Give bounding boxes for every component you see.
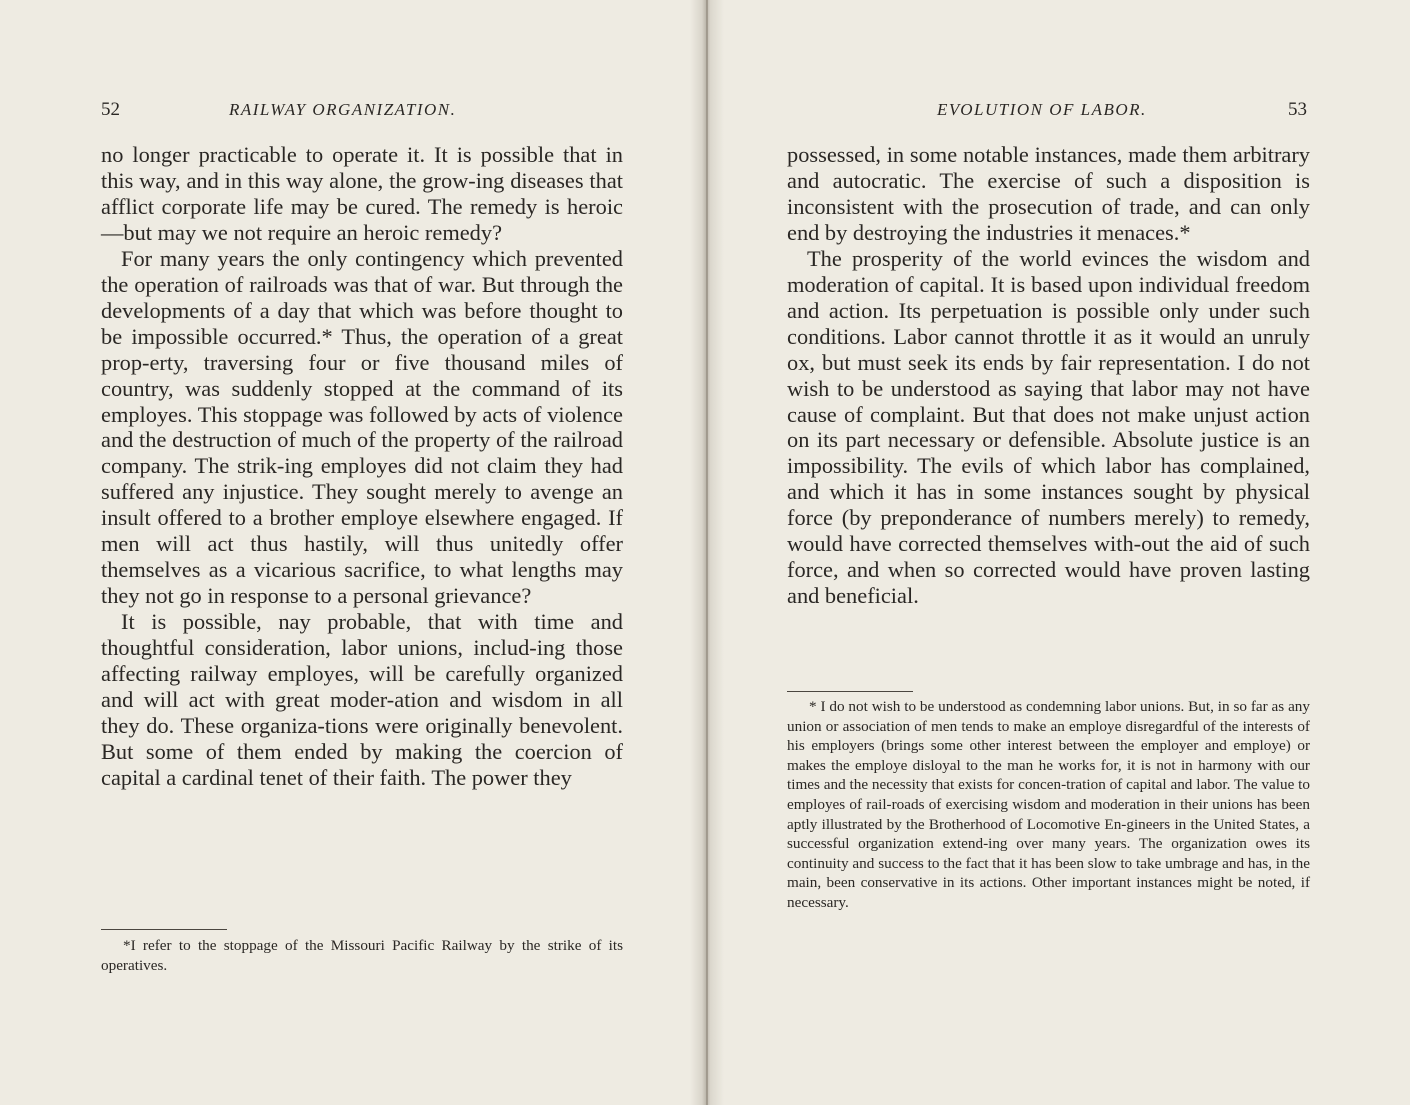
right-body-text [787,142,1310,609]
left-running-head [101,96,623,124]
left-page-number: 52 [101,99,120,120]
left-footnote-rule [101,929,227,930]
right-paragraph-1: possessed, in some notable instances, made them arbitrary and autocratic. The exercise of such a disposition is inconsistent with the prosecution of trade, and can only end by destroying the industries it menaces.* [787,142,1310,245]
right-running-head [787,96,1307,124]
left-paragraph-2: For many years the only contingency which prevented the operation of railroads was that of war. But through the developments of a day that which was before thought to be impossible occurred.* Thus, the operation of a great prop-erty, traversing four or five thousand miles of country, was suddenly stopped at the command of its employes. This stoppage was followed by acts of violence and the destruction of much of the property of the railroad company. The strik-ing employes did not claim they had suffered any injustice. They sought merely to avenge an insult offered to a brother employe elsewhere engaged. If men will act thus hastily, will thus unitedly offer themselves as a vicarious sacrifice, to what lengths may they not go in response to a personal grievance? [101,245,623,609]
left-body-text [101,142,623,791]
right-footnote-rule [787,691,913,692]
right-page-number: 53 [1288,99,1307,120]
left-running-title: RAILWAY ORGANIZATION. [229,100,457,119]
right-running-title: EVOLUTION OF LABOR. [937,100,1147,119]
left-paragraph-3: It is possible, nay probable, that with time and thoughtful consideration, labor unions, includ-ing those affecting railway employes, will be carefully organized and will act with great moder-ation and wisdom in all they do. These organiza-tions were originally benevolent. But some of them ended by making the coercion of capital a cardinal tenet of their faith. The power they [101,609,623,790]
right-paragraph-2: The prosperity of the world evinces the wisdom and moderation of capital. It is based upon individual freedom and action. Its perpetuation is possible only under such conditions. Labor cannot throttle it as it would an unruly ox, but must seek its ends by fair representation. I do not wish to be understood as saying that labor may not have cause of complaint. But that does not make unjust action on its part necessary or defensible. Absolute justice is an impossibility. The evils of which labor has complained, and which it has in some instances sought by physical force (by preponderance of numbers merely) to remedy, would have corrected themselves with-out the aid of such force, and when so corrected would have proven lasting and beneficial. [787,245,1310,609]
right-footnote: * I do not wish to be understood as condemning labor unions. But, in so far as any union or association of men tends to make an employe disregardful of the interests of his employers (brings some other interest between the employer and employe) or makes the employe disloyal to the man he works for, it is not in harmony with our times and the necessity that exists for concen-tration of capital and labor. The value to employes of rail-roads of exercising wisdom and moderation in their unions has been aptly illustrated by the Brotherhood of Locomotive En-gineers in the United States, a successful organization extend-ing over many years. The organization owes its continuity and success to the fact that it has been slow to take umbrage and has, in the main, been conservative in its actions. Other important instances might be noted, if necessary. [787,698,1310,911]
left-footnote: *I refer to the stoppage of the Missouri Pacific Railway by the strike of its operatives. [101,937,623,974]
right-page [705,0,1410,1105]
left-paragraph-1: no longer practicable to operate it. It is possible that in this way, and in this way alone, the grow-ing diseases that afflict corporate life may be cured. The remedy is heroic—but may we not require an heroic remedy? [101,142,623,245]
book-gutter-fold [706,0,708,1105]
